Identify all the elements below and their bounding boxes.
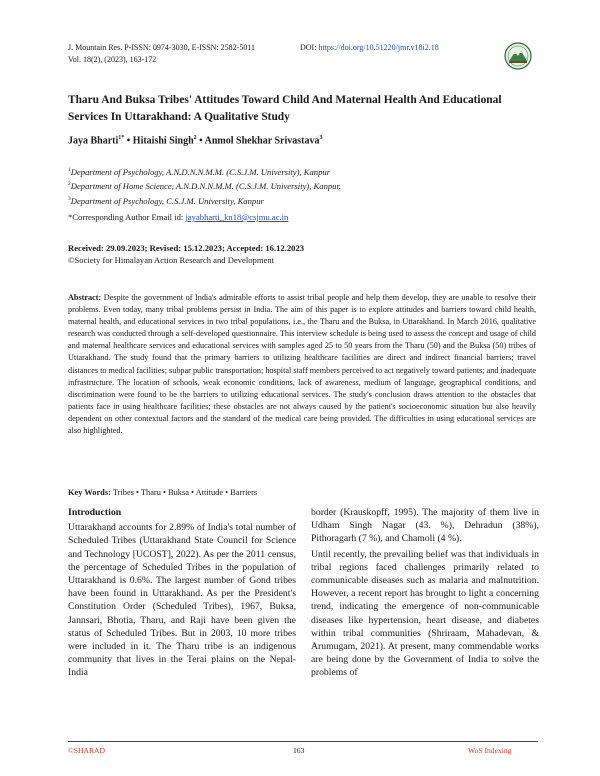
abstract-label: Abstract:	[68, 293, 102, 302]
affiliation-num: 2	[68, 181, 71, 188]
affiliations	[68, 164, 538, 207]
doi-block	[300, 42, 439, 53]
section-heading-introduction: Introduction	[68, 507, 122, 518]
affiliation-item	[68, 178, 538, 192]
affiliation-num: 1	[68, 167, 71, 173]
footer-divider	[68, 741, 538, 742]
author-name: Jaya Bharti	[68, 135, 119, 147]
paper-title: Tharu And Buksa Tribes' Attitudes Toward Child And Maternal Health And Educational Services In Uttarakhand: A Qualitative Study	[68, 94, 502, 123]
keywords-label: Key Words:	[68, 488, 111, 497]
affiliation-text: Department of Home Science, A.N.D.N.N.M.M. (C.S.J.M. University), Kanpur.	[70, 181, 342, 192]
corresponding-author	[68, 212, 288, 222]
affiliation-item	[68, 193, 538, 207]
author-separator: •	[199, 135, 203, 147]
author-sup: 1*	[118, 135, 125, 141]
author-sup: 3	[319, 135, 323, 141]
abstract-text: Despite the government of India's admirable efforts to assist tribal people and help them develop, they are unable to resolve their problems. Even today, many tribal problems persist in India. The aim of this paper is to explore attitudes and barriers toward child health, maternal health, and educational services in two tribal populations, i.e., the Tharu and the Buksa, in Uttarakhand. In March 2016, qualitative research was conducted through a self-developed questionnaire. This interview schedule is being used to assess the concept and usage of child and maternal healthcare services and educational services with samples aged 25 to 50 years from the Tharu (50) and the Buksa (50) tribes of Uttarakhand. The study found that the primary barriers to utilizing healthcare facilities are direct and indirect financial barriers; travel distances to medical facilities; subpar public transportation; hospital staff members perceived to act negatively toward patients; and inadequate infrastructure. The location of schools, weak economic conditions, lack of awareness, medium of language, geographical conditions, and discrimination were found to be the barriers to utilizing educational services. The study's conclusion draws attention to the obstacles that patients face in using healthcare facilities; these obstacles are not always caused by the patient's socioeconomic situation but also heavily dependent on other contextual factors and the standard of the medical care being provided. The difficulties in using educational services are also highlighted.	[68, 293, 536, 436]
abstract	[68, 292, 536, 437]
body-paragraph: Until recently, the prevailing belief was that individuals in tribal regions faced challenges primarily related to communicable diseases such as malaria and malnutrition. However, a recent report has brought to light a concerning trend, indicating the emergence of non-communicable diseases like hypertension, heart disease, and diabetes within tribal communities (Shriraam, Mahadevan, & Arumugam, 2021). At present, many commendable works are being done by the Government of India to solve the problems of	[311, 548, 539, 679]
copyright-society: ©Society for Himalayan Action Research and Development	[68, 255, 275, 265]
body-column-left	[68, 506, 296, 680]
author-name: Anmol Shekhar Srivastava	[204, 135, 320, 147]
corresponding-email-link[interactable]: jayabharti_kn18@csjmu.ac.in	[185, 212, 289, 222]
affiliation-num: 3	[68, 195, 71, 202]
keywords	[68, 488, 257, 497]
keywords-text: Tribes • Tharu • Buksa • Attitude • Barriers	[112, 488, 258, 497]
author-name: Hitaishi Singh	[132, 135, 194, 147]
body-paragraph: Uttarakhand accounts for 2.89% of India's total number of Scheduled Tribes (Uttarakhand State Council for Science and Technology [UCOST], 2022). As per the 2011 census, the percentage of Scheduled Tribes in the population of Uttarakhand is 0.6%. The largest number of Gond tribes have been found in Uttarakhand. As per the President's Constitution Order (Scheduled Tribes), 1967, Buksa, Jannsari, Bhotia, Tharu, and Raji have been given the status of Scheduled Tribes. But in 2003, 10 more tribes were included in it. The Tharu tribe is an indigenous community that lives in the Terai plains on the Nepal-India	[68, 522, 296, 679]
footer-publisher: ©SHARAD	[68, 746, 105, 755]
volume-line: Vol. 18(2), (2023), 163-172	[68, 55, 157, 64]
page-number: 163	[293, 746, 305, 755]
author-sup: 2	[193, 135, 197, 141]
mountain-emblem-icon	[504, 42, 532, 70]
body-column-right	[311, 506, 539, 680]
author-list	[68, 135, 322, 146]
affiliation-item	[68, 164, 538, 178]
footer-indexing: WoS Indexing	[468, 746, 512, 755]
affiliation-text: Department of Psychology, C.S.J.M. University, Kanpur	[70, 195, 264, 206]
affiliation-text: Department of Psychology, A.N.D.N.N.M.M. (C.S.J.M. University), Kanpur	[70, 166, 331, 177]
body-paragraph: border (Krauskopff, 1995). The majority of them live in Udham Singh Nagar (43. %), Dehradun (38%), Pithoragarh (7 %), and Chamoli (4 %).	[311, 507, 539, 545]
author-separator: •	[126, 135, 131, 147]
journal-line: J. Mountain Res. P-ISSN: 0974-3030, E-ISSN: 2582-5011	[68, 43, 256, 52]
doi-link[interactable]: https://doi.org/10.51220/jmr.v18i2.18	[318, 43, 439, 52]
publication-dates: Received: 29.09.2023; Revised: 15.12.2023; Accepted: 16.12.2023	[68, 243, 305, 253]
doi-label: DOI:	[300, 43, 317, 52]
corresponding-label: *Corresponding Author Email id:	[68, 212, 184, 222]
